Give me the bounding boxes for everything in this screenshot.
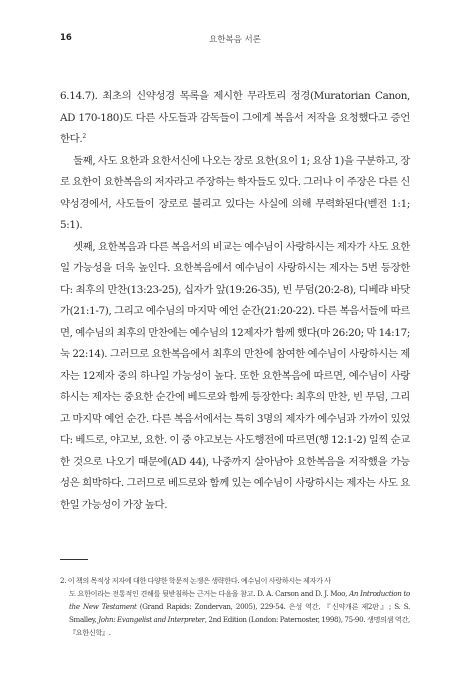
paragraph-third: 셋째, 요한복음과 다른 복음서의 비교는 예수님이 사랑하시는 제자가 사도 요한일 가능성을 더욱 높인다. 요한복음에서 예수님이 사랑하시는 제자는 5번 등장한다: 최후의 만찬(13:23-25), 십자가 앞(19:26-35), 빈 무덤(20:2-8), 디베랴 바닷가(21:1-7), 그리고 예수님의 마지막 예언 순간(21:20-22). 다른 복음서들에 따르면, 예수님의 최후의 만찬에는 예수님의 12제자가 함께 했다(마 26:20; 막 14:17; 눅 22:14). 그러므로 요한복음에서 최후의 만찬에 참여한 예수님이 사랑하시는 제자는 12제자 중의 하나일 가능성이 높다. 또한 요한복음에 따르면, 예수님이 사랑하시는 제자는 중요한 순간에 베드로와 함께 등장한다: 최후의 만찬, 빈 무덤, 그리고 마지막 예언 순간. 다른 복음서에서는 특히 3명의 제자가 예수님과 가까이 있었다: 베드로, 야고보, 요한. 이 중 야고보는 사도행전에 따르면(행 12:1-2) 일찍 순교한 것으로 나오기 때문에(AD 44), 나중까지 살아남아 요한복음을 저작했을 가능성은 희박하다. 그러므로 베드로와 함께 있는 예수님이 사랑하시는 제자는 사도 요한일 가능성이 가장 높다. xyxy=(60,240,410,511)
footnote-reference[interactable]: 2 xyxy=(82,133,86,140)
footnote-number: 2. xyxy=(60,576,67,585)
book-title-italic: An Introduction to the New Testament xyxy=(69,589,410,611)
running-title: 요한복음 서론 xyxy=(209,35,261,45)
paragraph-second: 둘째, 사도 요한과 요한서신에 나오는 장로 요한(요이 1; 요삼 1)을 구분하고, 장로 요한이 요한복음의 저자라고 주장하는 학자들도 있다. 그러나 이 주장은 다른 신약성경에서, 사도들이 장로로 불리고 있다는 사실에 의해 무력화된다(벧전 1:1; 5:1). xyxy=(60,154,410,231)
footnote-continuation xyxy=(60,587,410,639)
page-number: 16 xyxy=(60,33,72,43)
footnote-text-start: 이 책의 목적상 저자에 대한 다양한 학문적 논쟁은 생략한다. 예수님이 사랑하시는 제자가 사 xyxy=(67,576,331,585)
body-text xyxy=(60,86,410,516)
book-title-italic: John: Evangelist and Interpreter xyxy=(98,615,205,624)
footnote-text: , 2nd Edition (London: Paternoster, 1998), 75-90. 생명의샘 역간, 『요한신학』. xyxy=(69,615,410,637)
footnote xyxy=(60,574,410,639)
paragraph-text: 6.14.7). 최초의 신약성경 목록을 제시한 무라토리 정경(Muratorian Canon, AD 170-180)도 다른 사도들과 감독들이 그에게 복음서 저작을 요청했다고 증언한다. xyxy=(60,90,410,145)
footnote-first-line xyxy=(60,574,410,587)
footnote-text: 도 요한이라는 전통적인 견해를 뒷받침하는 근거는 다음을 참고. D. A. Carson and D. J. Moo, xyxy=(69,589,350,598)
footnote-text: (Grand Rapids: Zondervan, 2005), 229-54. 은성 역간, 『신약개론 제2판』; S. S. Smalley, xyxy=(69,602,410,624)
footnote-rule xyxy=(60,559,88,560)
paragraph-continued xyxy=(60,86,410,151)
